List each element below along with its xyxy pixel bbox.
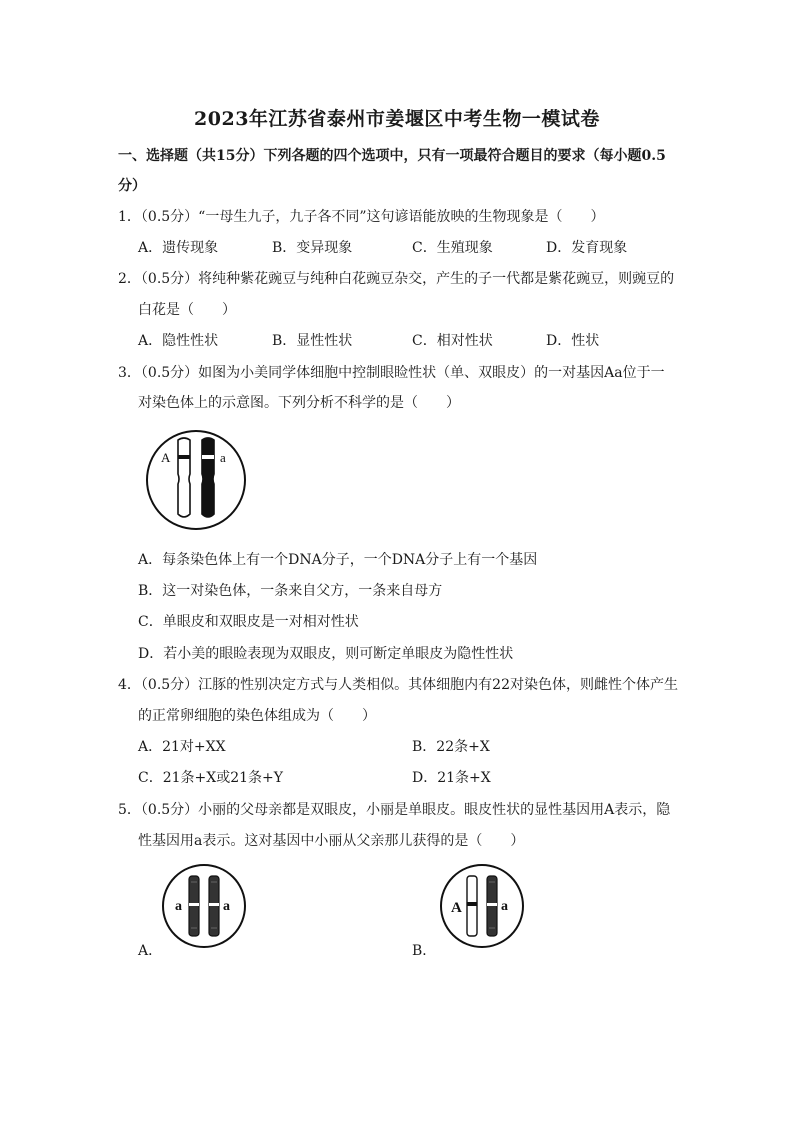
- q5b-label-right: a: [501, 899, 508, 914]
- page-title: 2023年江苏省泰州市姜堰区中考生物一模试卷: [194, 108, 600, 130]
- q5-option-a-label: A．: [138, 943, 163, 959]
- q2-stem-line1: 2．（0.5分）将纯种紫花豌豆与纯种白花豌豆杂交，产生的子一代都是紫花豌豆，则豌豆的: [118, 271, 675, 287]
- q2-option-b: B．显性性状: [272, 333, 353, 349]
- q3-option-c: C．单眼皮和双眼皮是一对相对性状: [138, 614, 359, 630]
- q5a-label-right: a: [223, 899, 230, 914]
- q5b-label-left: A: [451, 900, 462, 916]
- q3-option-b: B．这一对染色体，一条来自父方，一条来自母方: [138, 583, 443, 599]
- section-heading-line1: 一、选择题（共15分）下列各题的四个选项中，只有一项最符合题目的要求（每小题0.5: [118, 148, 666, 164]
- q3-label-right: a: [220, 450, 226, 465]
- q5-option-b-label: B．: [412, 943, 437, 959]
- q1-stem: 1．（0.5分）“一母生九子，九子各不同”这句谚语能放映的生物现象是（ ）: [118, 209, 605, 225]
- q5-stem-line2: 性基因用a表示。这对基因中小丽从父亲那儿获得的是（ ）: [138, 833, 525, 849]
- q4-option-c: C．21条+X或21条+Y: [138, 770, 284, 786]
- q4-stem-line1: 4．（0.5分）江豚的性别决定方式与人类相似。其体细胞内有22对染色体，则雌性个体产生: [118, 677, 678, 693]
- q4-option-b: B．22条+X: [412, 739, 490, 755]
- q2-option-d: D．性状: [546, 333, 600, 349]
- q3-label-left: A: [161, 450, 171, 465]
- q1-option-a: A．遗传现象: [138, 240, 219, 256]
- section-heading-line2: 分）: [118, 178, 146, 194]
- q3-stem-line1: 3．（0.5分）如图为小美同学体细胞中控制眼睑性状（单、双眼皮）的一对基因Aa位于一: [118, 365, 665, 381]
- q3-option-d: D．若小美的眼睑表现为双眼皮，则可断定单眼皮为隐性性状: [138, 646, 514, 662]
- q5-stem-line1: 5．（0.5分）小丽的父母亲都是双眼皮，小丽是单眼皮。眼皮性状的显性基因用A表示，隐: [118, 802, 671, 818]
- q5-option-a-figure: [160, 862, 248, 950]
- q2-stem-line2: 白花是（ ）: [138, 302, 236, 318]
- q2-option-a: A．隐性性状: [138, 333, 219, 349]
- q1-option-b: B．变异现象: [272, 240, 353, 256]
- q3-stem-line2: 对染色体上的示意图。下列分析不科学的是（ ）: [138, 395, 460, 411]
- q3-option-a: A．每条染色体上有一个DNA分子，一个DNA分子上有一个基因: [138, 552, 538, 568]
- q4-option-a: A．21对+XX: [138, 739, 226, 755]
- q5a-label-left: a: [175, 899, 182, 914]
- q4-option-d: D．21条+X: [412, 770, 491, 786]
- q1-option-c: C．生殖现象: [412, 240, 493, 256]
- q1-option-d: D．发育现象: [546, 240, 628, 256]
- q3-chromosome-figure: [144, 428, 248, 532]
- q5-option-b-figure: [438, 862, 526, 950]
- q4-stem-line2: 的正常卵细胞的染色体组成为（ ）: [138, 708, 376, 724]
- q2-option-c: C．相对性状: [412, 333, 493, 349]
